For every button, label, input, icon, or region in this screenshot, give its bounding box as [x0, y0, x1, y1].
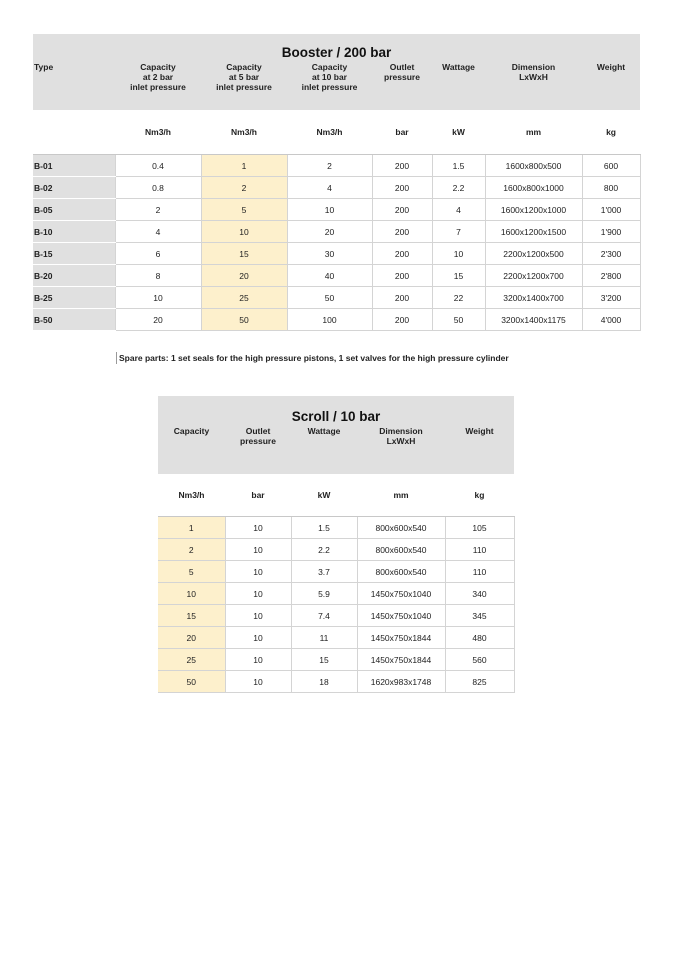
row-type-cell: B-01 — [33, 155, 115, 177]
table-cell: 10 — [432, 243, 485, 265]
table-cell: 1450x750x1844 — [357, 649, 445, 671]
table-cell: 10 — [158, 583, 225, 605]
table-cell: 340 — [445, 583, 514, 605]
table-cell: 2'800 — [582, 265, 640, 287]
header-dimension: Dimension LxWxH — [357, 426, 445, 474]
table-cell: 1'000 — [582, 199, 640, 221]
table-cell: 30 — [287, 243, 372, 265]
header-type: Type — [33, 62, 115, 110]
booster-header-row — [33, 62, 640, 110]
table-cell: 0.8 — [115, 177, 201, 199]
unit-cell: bar — [372, 110, 432, 155]
table-cell: 8 — [115, 265, 201, 287]
table-cell: 3.7 — [291, 561, 357, 583]
table-cell: 50 — [287, 287, 372, 309]
header-weight: Weight — [582, 62, 640, 110]
table-cell: 200 — [372, 243, 432, 265]
table-cell: 15 — [432, 265, 485, 287]
table-cell: 3'200 — [582, 287, 640, 309]
table-cell: 3200x1400x1175 — [485, 309, 582, 331]
table-cell: 800x600x540 — [357, 561, 445, 583]
row-type-cell: B-15 — [33, 243, 115, 265]
unit-cell: Nm3/h — [158, 474, 225, 517]
scroll-title: Scroll / 10 bar — [158, 396, 514, 426]
table-cell: 2.2 — [291, 539, 357, 561]
table-cell: 200 — [372, 155, 432, 177]
table-cell: 200 — [372, 199, 432, 221]
table-cell: 1600x800x500 — [485, 155, 582, 177]
table-cell: 800 — [582, 177, 640, 199]
unit-cell: bar — [225, 474, 291, 517]
table-cell: 4'000 — [582, 309, 640, 331]
unit-cell: kW — [432, 110, 485, 155]
scroll-table — [158, 396, 515, 693]
table-cell: 10 — [225, 627, 291, 649]
table-cell: 10 — [115, 287, 201, 309]
table-cell: 100 — [287, 309, 372, 331]
table-cell: 1600x1200x1500 — [485, 221, 582, 243]
table-cell: 50 — [432, 309, 485, 331]
table-cell: 800x600x540 — [357, 539, 445, 561]
table-cell: 10 — [225, 539, 291, 561]
table-cell: 22 — [432, 287, 485, 309]
unit-cell — [33, 110, 115, 155]
table-cell: 50 — [158, 671, 225, 693]
table-cell: 25 — [201, 287, 287, 309]
table-cell: 7 — [432, 221, 485, 243]
table-cell: 4 — [115, 221, 201, 243]
table-cell: 345 — [445, 605, 514, 627]
table-cell: 1.5 — [291, 517, 357, 539]
table-cell: 480 — [445, 627, 514, 649]
row-type-cell: B-25 — [33, 287, 115, 309]
table-cell: 20 — [287, 221, 372, 243]
table-cell: 1600x1200x1000 — [485, 199, 582, 221]
table-cell: 0.4 — [115, 155, 201, 177]
table-cell: 800x600x540 — [357, 517, 445, 539]
table-cell: 200 — [372, 177, 432, 199]
table-cell: 1'900 — [582, 221, 640, 243]
booster-units-row — [33, 110, 640, 155]
row-type-cell: B-02 — [33, 177, 115, 199]
table-row — [33, 243, 640, 265]
table-cell: 560 — [445, 649, 514, 671]
table-cell: 20 — [115, 309, 201, 331]
header-outlet-pressure: Outlet pressure — [225, 426, 291, 474]
table-cell: 25 — [158, 649, 225, 671]
table-cell: 10 — [225, 605, 291, 627]
table-cell: 11 — [291, 627, 357, 649]
table-cell: 5 — [158, 561, 225, 583]
unit-cell: kg — [582, 110, 640, 155]
table-cell: 18 — [291, 671, 357, 693]
table-cell: 110 — [445, 539, 514, 561]
table-row — [158, 605, 514, 627]
table-row — [33, 177, 640, 199]
table-cell: 7.4 — [291, 605, 357, 627]
table-cell: 15 — [201, 243, 287, 265]
table-cell: 600 — [582, 155, 640, 177]
unit-cell: mm — [357, 474, 445, 517]
table-cell: 5.9 — [291, 583, 357, 605]
table-row — [33, 309, 640, 331]
table-cell: 200 — [372, 221, 432, 243]
table-cell: 50 — [201, 309, 287, 331]
row-type-cell: B-20 — [33, 265, 115, 287]
table-cell: 10 — [225, 561, 291, 583]
table-cell: 2'300 — [582, 243, 640, 265]
header-outlet-pressure: Outlet pressure — [372, 62, 432, 110]
table-row — [158, 517, 514, 539]
table-cell: 4 — [432, 199, 485, 221]
table-cell: 1450x750x1844 — [357, 627, 445, 649]
table-cell: 2 — [158, 539, 225, 561]
table-cell: 10 — [201, 221, 287, 243]
booster-body — [33, 155, 640, 331]
table-cell: 10 — [287, 199, 372, 221]
table-cell: 105 — [445, 517, 514, 539]
table-cell: 1 — [158, 517, 225, 539]
table-cell: 20 — [158, 627, 225, 649]
table-cell: 4 — [287, 177, 372, 199]
scroll-units-row — [158, 474, 514, 517]
table-cell: 2 — [287, 155, 372, 177]
table-cell: 10 — [225, 649, 291, 671]
header-capacity-2bar: Capacity at 2 bar inlet pressure — [115, 62, 201, 110]
table-cell: 2 — [115, 199, 201, 221]
header-wattage: Wattage — [432, 62, 485, 110]
table-row — [158, 627, 514, 649]
scroll-header-row — [158, 426, 514, 474]
table-row — [33, 287, 640, 309]
table-cell: 1450x750x1040 — [357, 605, 445, 627]
table-cell: 5 — [201, 199, 287, 221]
table-cell: 2 — [201, 177, 287, 199]
table-cell: 40 — [287, 265, 372, 287]
table-cell: 2200x1200x500 — [485, 243, 582, 265]
table-cell: 110 — [445, 561, 514, 583]
table-row — [33, 155, 640, 177]
header-capacity-10bar: Capacity at 10 bar inlet pressure — [287, 62, 372, 110]
table-row — [158, 539, 514, 561]
table-cell: 2.2 — [432, 177, 485, 199]
table-cell: 1450x750x1040 — [357, 583, 445, 605]
table-cell: 1620x983x1748 — [357, 671, 445, 693]
unit-cell: Nm3/h — [201, 110, 287, 155]
table-cell: 1.5 — [432, 155, 485, 177]
table-cell: 15 — [291, 649, 357, 671]
row-type-cell: B-10 — [33, 221, 115, 243]
table-cell: 3200x1400x700 — [485, 287, 582, 309]
table-row — [158, 583, 514, 605]
header-weight: Weight — [445, 426, 514, 474]
unit-cell: mm — [485, 110, 582, 155]
table-cell: 15 — [158, 605, 225, 627]
table-cell: 10 — [225, 517, 291, 539]
spare-parts-note: Spare parts: 1 set seals for the high pressure pistons, 1 set valves for the high pressure cylinder — [116, 352, 509, 364]
header-capacity-5bar: Capacity at 5 bar inlet pressure — [201, 62, 287, 110]
booster-title: Booster / 200 bar — [33, 34, 640, 62]
table-cell: 2200x1200x700 — [485, 265, 582, 287]
table-cell: 6 — [115, 243, 201, 265]
row-type-cell: B-50 — [33, 309, 115, 331]
unit-cell: kW — [291, 474, 357, 517]
header-dimension: Dimension LxWxH — [485, 62, 582, 110]
table-row — [33, 265, 640, 287]
table-cell: 1600x800x1000 — [485, 177, 582, 199]
unit-cell: Nm3/h — [287, 110, 372, 155]
table-cell: 200 — [372, 265, 432, 287]
table-cell: 10 — [225, 583, 291, 605]
header-wattage: Wattage — [291, 426, 357, 474]
row-type-cell: B-05 — [33, 199, 115, 221]
table-row — [33, 199, 640, 221]
header-capacity: Capacity — [158, 426, 225, 474]
table-cell: 200 — [372, 287, 432, 309]
table-row — [33, 221, 640, 243]
table-cell: 10 — [225, 671, 291, 693]
table-cell: 200 — [372, 309, 432, 331]
table-row — [158, 671, 514, 693]
booster-table — [33, 34, 641, 331]
table-row — [158, 649, 514, 671]
unit-cell: Nm3/h — [115, 110, 201, 155]
table-cell: 825 — [445, 671, 514, 693]
unit-cell: kg — [445, 474, 514, 517]
table-cell: 20 — [201, 265, 287, 287]
scroll-body — [158, 517, 514, 693]
table-cell: 1 — [201, 155, 287, 177]
table-row — [158, 561, 514, 583]
